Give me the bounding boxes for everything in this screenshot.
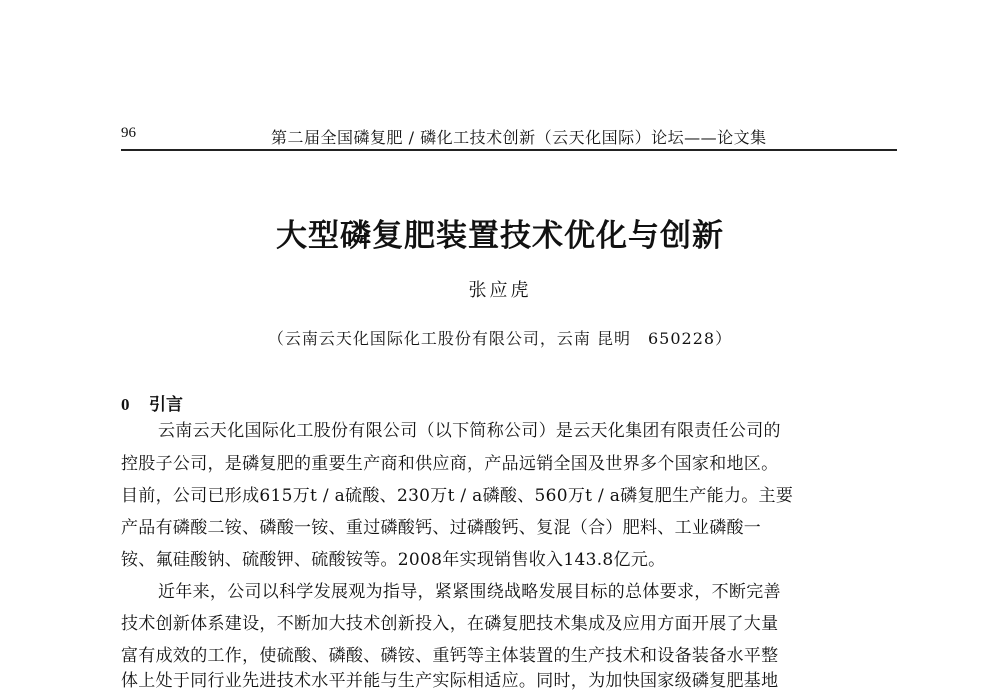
article-title: 大型磷复肥装置技术优化与创新	[276, 218, 724, 254]
section-title: 引言	[149, 395, 183, 415]
running-header	[121, 123, 897, 151]
paragraph-line: 云南云天化国际化工股份有限公司（以下简称公司）是云天化集团有限责任公司的	[158, 421, 781, 441]
article-author: 张应虎	[468, 280, 532, 301]
paragraph-line: 铵、氟硅酸钠、硫酸钾、硫酸铵等。2008年实现销售收入143.8亿元。	[121, 550, 666, 570]
page-number: 96	[121, 125, 136, 141]
section-number: 0	[121, 395, 130, 414]
paragraph-line: 产品有磷酸二铵、磷酸一铵、重过磷酸钙、过磷酸钙、复混（合）肥料、工业磷酸一	[121, 518, 762, 538]
paragraph-line: 体上处于同行业先进技术水平并能与生产实际相适应。同时，为加快国家级磷复肥基地	[121, 671, 779, 691]
paragraph-line: 目前，公司已形成615万t / a硫酸、230万t / a磷酸、560万t / a磷复肥生产能力。主要	[121, 486, 794, 506]
author-affiliation: （云南云天化国际化工股份有限公司，云南 昆明 650228）	[267, 329, 733, 348]
running-head-title: 第二届全国磷复肥 / 磷化工技术创新（云天化国际）论坛——论文集	[271, 128, 767, 147]
paragraph-line: 近年来，公司以科学发展观为指导，紧紧围绕战略发展目标的总体要求，不断完善	[158, 582, 781, 602]
paragraph-line: 富有成效的工作，使硫酸、磷酸、磷铵、重钙等主体装置的生产技术和设备装备水平整	[121, 646, 779, 666]
paragraph-line: 控股子公司，是磷复肥的重要生产商和供应商，产品远销全国及世界多个国家和地区。	[121, 454, 779, 474]
section-heading	[121, 390, 183, 415]
paragraph-line: 技术创新体系建设，不断加大技术创新投入，在磷复肥技术集成及应用方面开展了大量	[121, 614, 779, 634]
